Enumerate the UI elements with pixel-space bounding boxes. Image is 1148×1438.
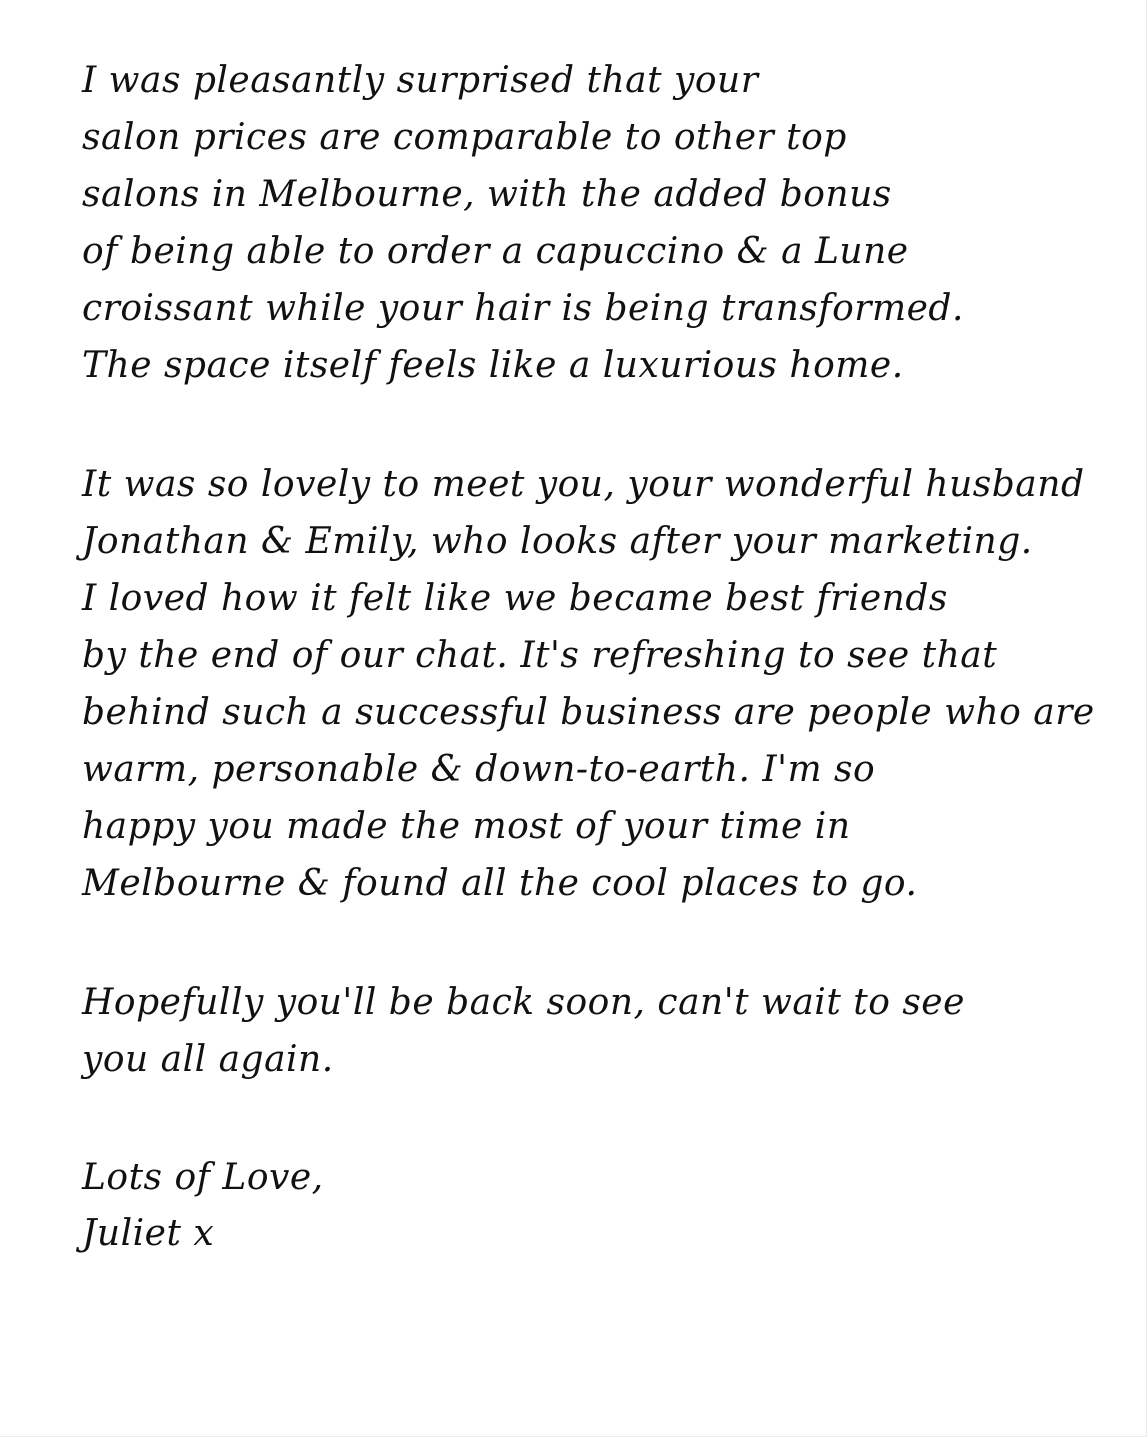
closing [82,1150,1112,1262]
letter-line: Melbourne & found all the cool places to go. [82,863,918,904]
handwritten-letter [82,52,1112,1262]
paragraph-3 [82,974,1112,1088]
letter-line: happy you made the most of your time in [82,806,851,847]
letter-line: I loved how it felt like we became best friends [82,578,948,619]
signoff: Lots of Love, [82,1157,324,1198]
letter-line: It was so lovely to meet you, your wonderful husband [82,464,1085,505]
paragraph-spacer [82,1088,1112,1150]
letter-line: you all again. [82,1039,334,1080]
letter-line: Hopefully you'll be back soon, can't wait to see [82,982,965,1023]
letter-line: salon prices are comparable to other top [82,117,847,158]
letter-line: warm, personable & down-to-earth. I'm so [82,749,876,790]
paragraph-2 [82,456,1112,912]
letter-line: of being able to order a capuccino & a Lune [82,231,909,272]
paragraph-1 [82,52,1112,394]
letter-line: croissant while your hair is being transformed. [82,288,964,329]
paragraph-spacer [82,394,1112,456]
signature: Juliet x [82,1213,215,1254]
letter-line: by the end of our chat. It's refreshing to see that [82,635,998,676]
letter-line: Jonathan & Emily, who looks after your marketing. [82,521,1033,562]
letter-line: I was pleasantly surprised that your [82,60,759,101]
paragraph-spacer [82,912,1112,974]
letter-line: salons in Melbourne, with the added bonus [82,174,892,215]
letter-line: The space itself feels like a luxurious home. [82,345,904,386]
letter-line: behind such a successful business are people who are [82,692,1095,733]
